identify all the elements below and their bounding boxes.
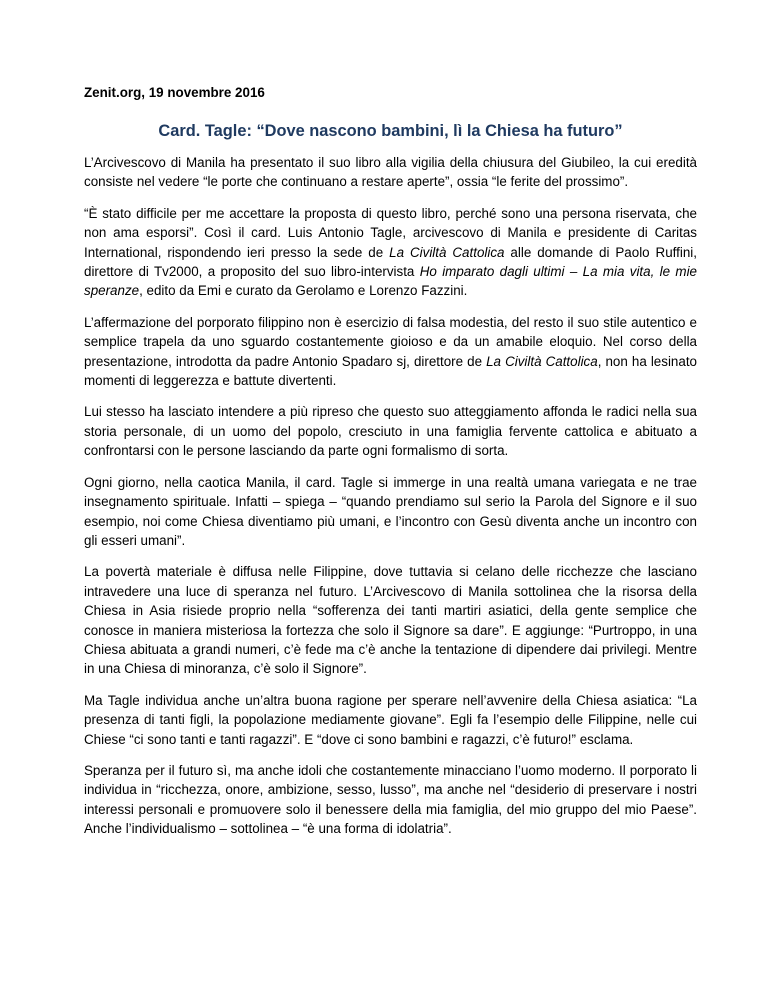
paragraph-text: Lui stesso ha lasciato intendere a più ripreso che questo suo atteggiamento affonda le radici nella sua storia personale, di un uomo del popolo, cresciuto in una famiglia fervente cattolica e abituato a confrontarsi con le persone lasciando da parte ogni formalismo di sorta. — [84, 404, 697, 459]
italic-text: La Civiltà Cattolica — [389, 244, 505, 260]
article-title: Card. Tagle: “Dove nascono bambini, lì la Chiesa ha futuro” — [158, 122, 623, 140]
paragraph-text: alle domande di Paolo Ruffini, direttore di Tv2000, a proposito del suo libro-intervista — [84, 244, 697, 280]
paragraph-text: Ogni giorno, nella caotica Manila, il card. Tagle si immerge in una realtà umana variegata e ne trae insegnamento spirituale. Infatti – spiega – “quando prendiamo sul serio la Parola del Signore e il suo esempio, noi come Chiesa diventiamo più umani, e l’incontro con Gesù diventa anche un incontro con gli esseri umani”. — [84, 474, 697, 548]
paragraph-text: , edito da Emi e curato da Gerolamo e Lorenzo Fazzini. — [139, 283, 468, 299]
paragraph — [84, 204, 697, 301]
paragraph-text: La povertà materiale è diffusa nelle Filippine, dove tuttavia si celano delle ricchezze che lasciano intravedere una luce di speranza nel futuro. L’Arcivescovo di Manila sottolinea che la risorsa della Chiesa in Asia risiede proprio nella “sofferenza dei tanti martiri asiatici, della gente semplice che conosce in maniera misteriosa la fortezza che solo il Signore sa dare”. E aggiunge: “Purtroppo, in una Chiesa abituata a grandi numeri, c’è fede ma c’è anche la tentazione di dipendere dai privilegi. Mentre in una Chiesa di minoranza, c’è solo il Signore”. — [84, 564, 697, 677]
source-line: Zenit.org, 19 novembre 2016 — [84, 85, 265, 100]
paragraph-text: L’Arcivescovo di Manila ha presentato il suo libro alla vigilia della chiusura del Giubileo, la cui eredità consiste nel vedere “le porte che continuano a restare aperte”, ossia “le ferite del prossimo”. — [84, 155, 697, 190]
paragraph — [84, 153, 697, 192]
paragraph — [84, 473, 697, 551]
article-body — [84, 153, 697, 839]
document-page — [84, 84, 697, 851]
paragraph-text: , non ha lesinato momenti di leggerezza e battute divertenti. — [84, 353, 697, 389]
paragraph — [84, 313, 697, 391]
paragraph — [84, 562, 697, 678]
paragraph-text: Speranza per il futuro sì, ma anche idoli che costantemente minacciano l’uomo moderno. Il porporato li individua in “ricchezza, onore, ambizione, sesso, lusso”, ma anche nel “desiderio di preservare i nostri interessi personali e promuovere solo il benessere della mia famiglia, del mio gruppo del mio Paese”. Anche l’individualismo – sottolinea – “è una forma di idolatria”. — [84, 762, 697, 837]
paragraph — [84, 402, 697, 460]
paragraph — [84, 761, 697, 839]
italic-text: Ho imparato dagli ultimi – La mia vita, le mie speranze — [84, 264, 697, 299]
paragraph-text: Ma Tagle individua anche un’altra buona ragione per sperare nell’avvenire della Chiesa asiatica: “La presenza di tanti figli, la popolazione mediamente giovane”. Egli fa l’esempio delle Filippine, nelle cui Chiese “ci sono tanti e tanti ragazzi”. E “dove ci sono bambini e ragazzi, c’è futuro!” esclama. — [84, 692, 697, 747]
paragraph-text: “È stato difficile per me accettare la proposta di questo libro, perché sono una persona riservata, che non ama esporsi”. Così il card. Luis Antonio Tagle, arcivescovo di Manila e presidente di Caritas International, rispondendo ieri presso la sede de — [84, 205, 697, 260]
italic-text: La Civiltà Cattolica — [486, 353, 598, 369]
paragraph — [84, 691, 697, 749]
paragraph-text: L’affermazione del porporato filippino non è esercizio di falsa modestia, del resto il suo stile autentico e semplice trapela da uno sguardo costantemente gioioso e da un amabile eloquio. Nel corso della presentazione, introdotta da padre Antonio Spadaro sj, direttore de — [84, 314, 697, 369]
